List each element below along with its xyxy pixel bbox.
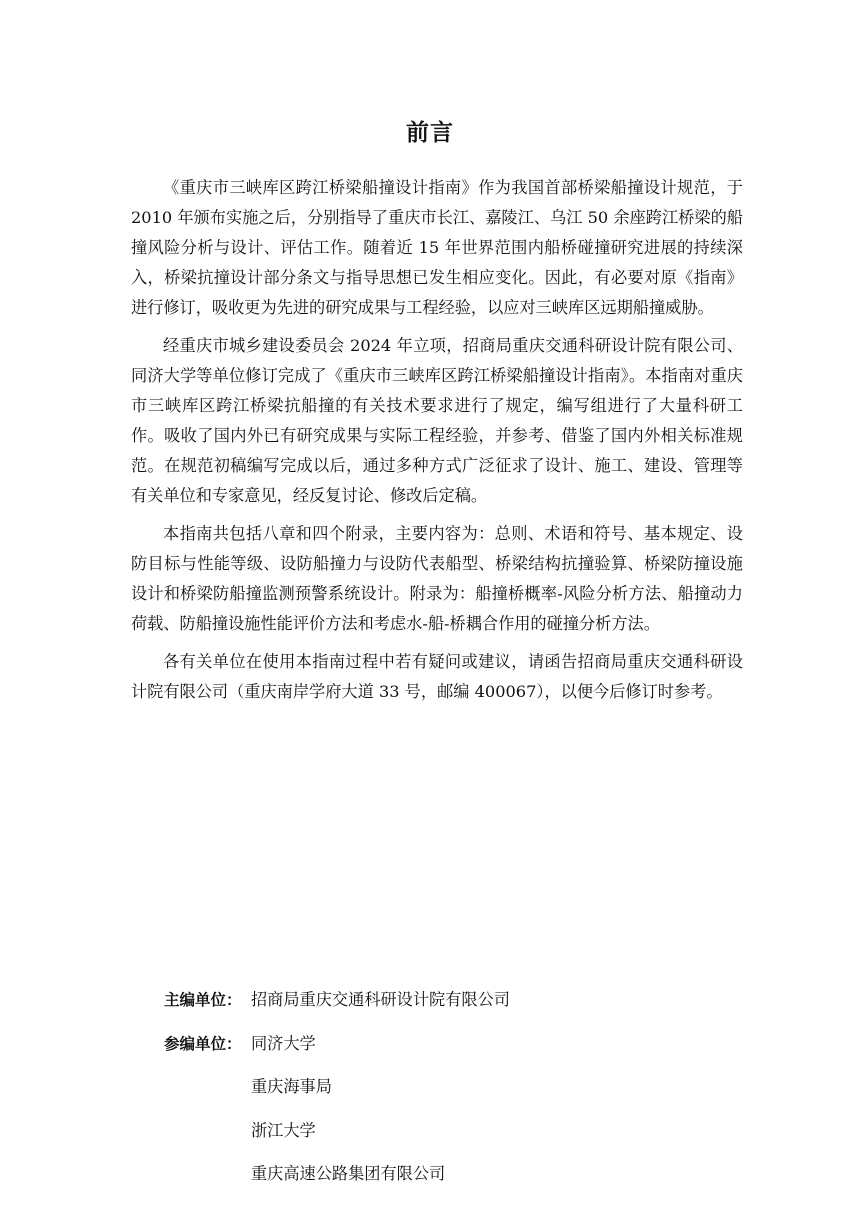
participant-row <box>164 1116 724 1146</box>
preface-body <box>131 173 743 715</box>
label-spacer <box>164 1116 251 1146</box>
paragraph-2: 经重庆市城乡建设委员会 2024 年立项，招商局重庆交通科研设计院有限公司、同济大学等单位修订完成了《重庆市三峡库区跨江桥梁船撞设计指南》。本指南对重庆市三峡库区跨江桥梁抗船撞的有关技术要求进行了规定，编写组进行了大量科研工作。吸收了国内外已有研究成果与实际工程经验，并参考、借鉴了国内外相关标准规范。在规范初稿编写完成以后，通过多种方式广泛征求了设计、施工、建设、管理等有关单位和专家意见，经反复讨论、修改后定稿。 <box>131 336 743 505</box>
chief-editor-name: 招商局重庆交通科研设计院有限公司 <box>251 990 510 1009</box>
paragraph-3: 本指南共包括八章和四个附录，主要内容为：总则、术语和符号、基本规定、设防目标与性能等级、设防船撞力与设防代表船型、桥梁结构抗撞验算、桥梁防撞设施设计和桥梁防船撞监测预警系统设计。附录为：船撞桥概率-风险分析方法、船撞动力荷载、防船撞设施性能评价方法和考虑水-船-桥耦合作用的碰撞分析方法。 <box>131 524 743 633</box>
chief-editor-row <box>164 985 724 1015</box>
participant-row <box>164 1029 724 1059</box>
participant-name: 重庆高速公路集团有限公司 <box>251 1164 446 1183</box>
participant-name: 浙江大学 <box>251 1120 316 1140</box>
editorial-units <box>164 985 724 1203</box>
participant-name: 重庆海事局 <box>251 1077 332 1096</box>
participant-name: 同济大学 <box>251 1033 316 1053</box>
page-title: 前言 <box>406 120 454 146</box>
label-spacer <box>164 1159 251 1189</box>
label-spacer <box>164 1072 251 1102</box>
participant-row <box>164 1072 724 1102</box>
chief-editor-label: 主编单位： <box>164 991 242 1009</box>
participants-label: 参编单位： <box>164 1034 242 1053</box>
paragraph-4: 各有关单位在使用本指南过程中若有疑问或建议，请函告招商局重庆交通科研设计院有限公司（重庆南岸学府大道 33 号，邮编 400067），以便今后修订时参考。 <box>131 652 743 701</box>
paragraph-1: 《重庆市三峡库区跨江桥梁船撞设计指南》作为我国首部桥梁船撞设计规范，于 2010 年颁布实施之后，分别指导了重庆市长江、嘉陵江、乌江 50 余座跨江桥梁的船撞风险分析与设计、评估工作。随着近 15 年世界范围内船桥碰撞研究进展的持续深入，桥梁抗撞设计部分条文与指导思想已发生相应变化。因此，有必要对原《指南》进行修订，吸收更为先进的研究成果与工程经验，以应对三峡库区远期船撞威胁。 <box>131 178 743 317</box>
participant-row <box>164 1159 724 1189</box>
